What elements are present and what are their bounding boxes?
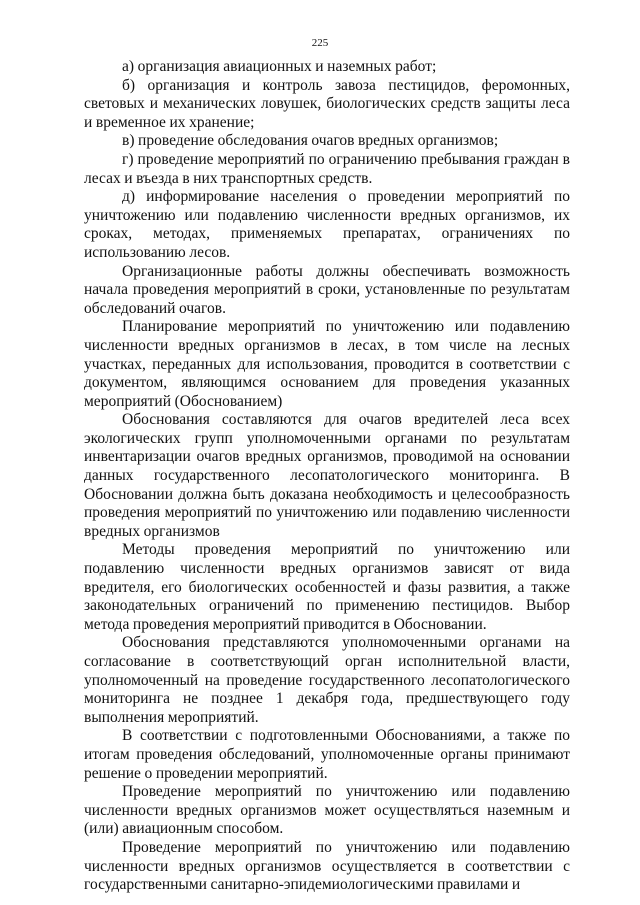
paragraph-planning: Планирование мероприятий по уничтожению или подавлению численности вредных организмов в лесах, в том числе на лесных участках, переданных для использования, проводится в соответствии с документом, являющимся основанием для проведения указанных мероприятий (Обоснованием): [84, 318, 570, 410]
page-number: 225: [311, 37, 329, 49]
paragraph-item-v: в) проведение обследования очагов вредных организмов;: [122, 132, 499, 150]
paragraph-ground-or-aviation: Проведение мероприятий по уничтожению или подавлению численности вредных организмов может осуществляться наземным и (или) авиационным способом.: [84, 783, 570, 838]
paragraph-item-d: д) информирование населения о проведении мероприятий по уничтожению или подавлению численности вредных организмов, их сроках, методах, применяемых препаратах, ограничениях по использованию лесов.: [84, 188, 570, 261]
paragraph-decision: В соответствии с подготовленными Обоснованиями, а также по итогам проведения обследований, уполномоченные органы принимают решение о проведении мероприятий.: [84, 727, 570, 782]
paragraph-methods: Методы проведения мероприятий по уничтожению или подавлению численности вредных организмов зависят от вида вредителя, его биологических особенностей и фазы развития, а также законодательных ограничений по применению пестицидов. Выбор метода проведения мероприятий приводится в Обосновании.: [84, 541, 570, 633]
paragraph-justifications-compiled: Обоснования составляются для очагов вредителей леса всех экологических групп уполномоченными органами по результатам инвентаризации очагов вредных организмов, проводимой на основании данных государственного лесопатологического мониторинга. В Обосновании должна быть доказана необходимость и целесообразность проведения мероприятий по уничтожению или подавлению численности вредных организмов: [84, 411, 570, 540]
paragraph-organizational-works: Организационные работы должны обеспечивать возможность начала проведения мероприятий в сроки, установленные по результатам обследований очагов.: [84, 262, 570, 317]
paragraph-sanitary-rules: Проведение мероприятий по уничтожению или подавлению численности вредных организмов осуществляется в соответствии с государственными санитарно-эпидемиологическими правилами и: [84, 838, 570, 894]
paragraph-item-a: а) организация авиационных и наземных работ;: [122, 58, 437, 75]
paragraph-item-g: г) проведение мероприятий по ограничению пребывания граждан в лесах и въезда в них транспортных средств.: [84, 150, 570, 187]
paragraph-justifications-submitted: Обоснования представляются уполномоченными органами на согласование в соответствующий орган исполнительной власти, уполномоченный на проведение государственного лесопатологического мониторинга не позднее 1 декабря года, предшествующего году выполнения мероприятий.: [84, 634, 570, 726]
document-body: [84, 58, 570, 895]
paragraph-item-b: б) организация и контроль завоза пестицидов, феромонных, световых и механических ловушек, биологических средств защиты леса и временное их хранение;: [84, 76, 570, 131]
